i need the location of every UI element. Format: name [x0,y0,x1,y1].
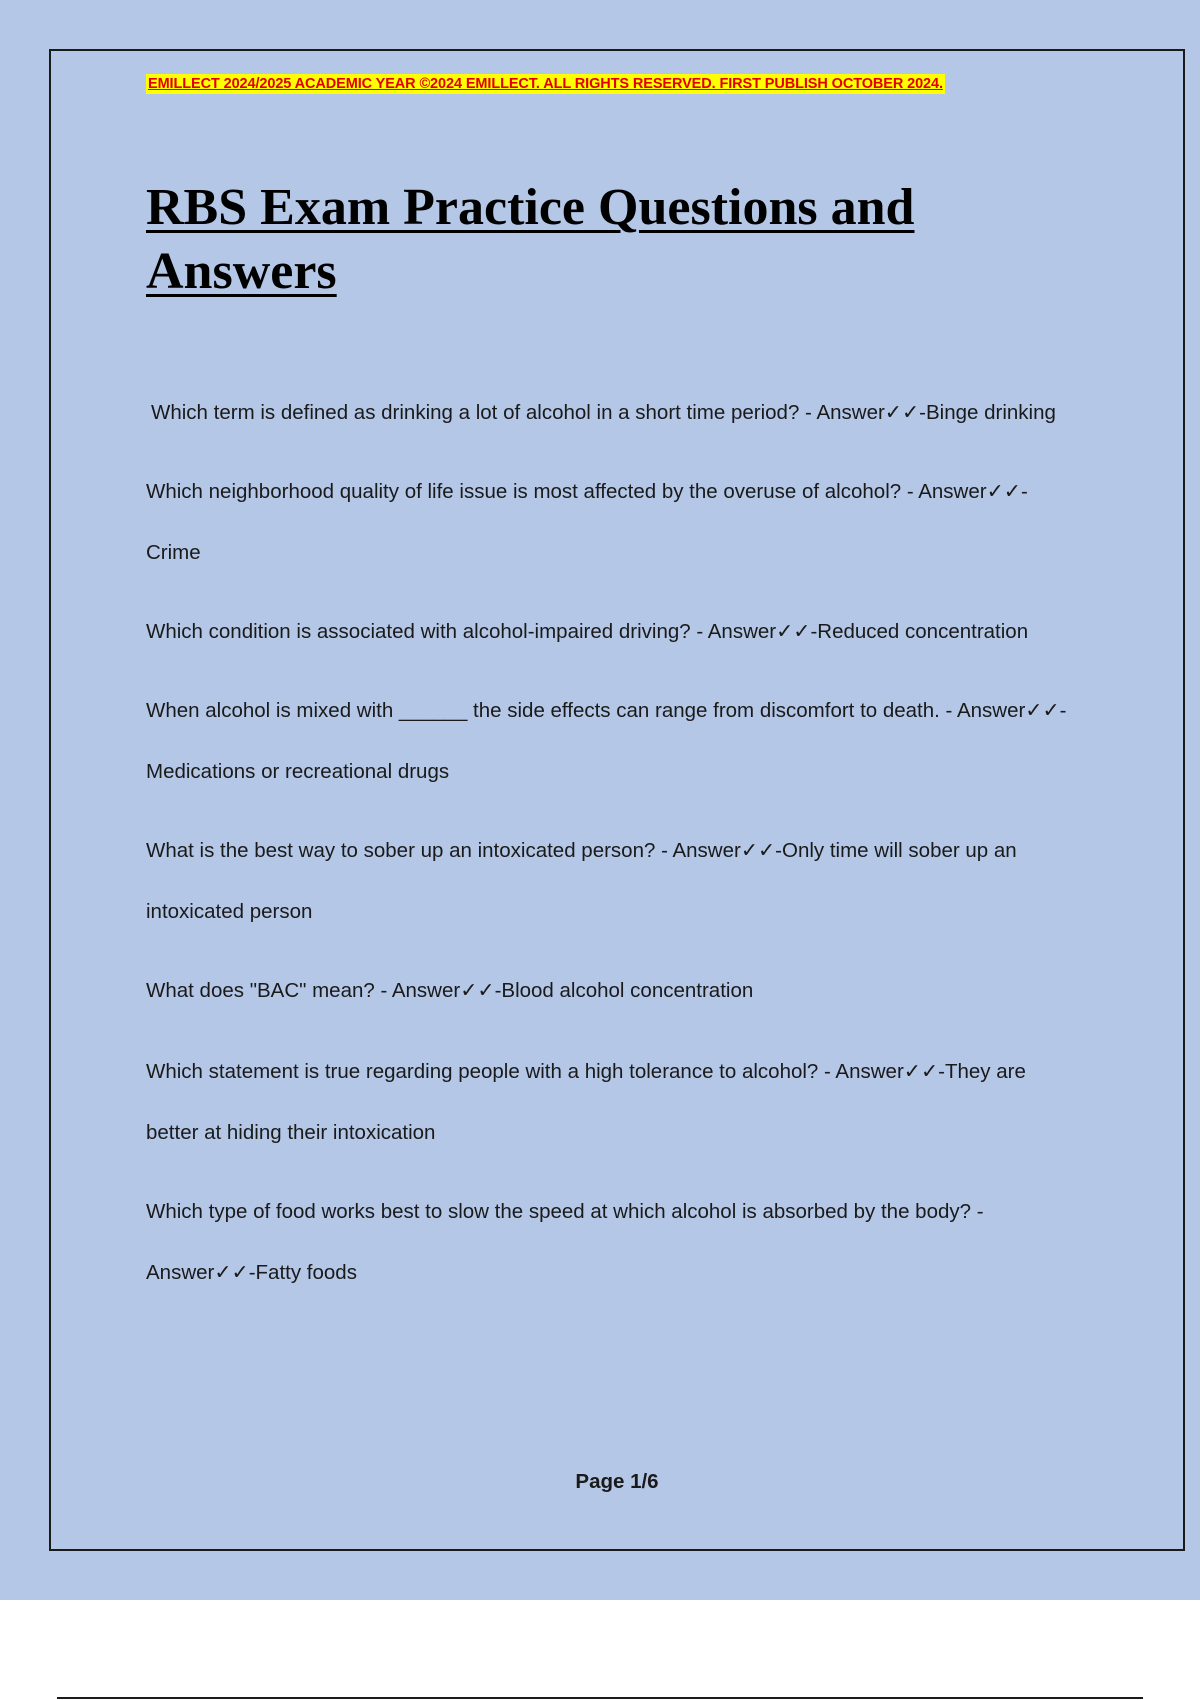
qa-item: Which term is defined as drinking a lot of alcohol in a short time period? - Answer✓✓-Binge drinking [151,401,1056,424]
qa-item: What does "BAC" mean? - Answer✓✓-Blood alcohol concentration [146,979,754,1002]
qa-item: What is the best way to sober up an intoxicated person? - Answer✓✓-Only time will sober up an intoxicated person [146,839,1017,923]
qa-item: When alcohol is mixed with ______ the side effects can range from discomfort to death. - Answer✓✓-Medications or recreational drugs [146,699,1067,783]
qa-item: Which type of food works best to slow the speed at which alcohol is absorbed by the body? - Answer✓✓-Fatty foods [146,1200,984,1284]
qa-item: Which neighborhood quality of life issue is most affected by the overuse of alcohol? - Answer✓✓-Crime [146,480,1028,564]
footer-divider [57,1697,1143,1699]
copyright-banner: EMILLECT 2024/2025 ACADEMIC YEAR ©2024 EMILLECT. ALL RIGHTS RESERVED. FIRST PUBLISH OCTOBER 2024. [148,76,943,92]
question-answer-list [146,382,1076,1321]
qa-item: Which condition is associated with alcohol-impaired driving? - Answer✓✓-Reduced concentration [146,620,1029,643]
page-number: Page 1/6 [575,1470,659,1493]
document-title: RBS Exam Practice Questions and Answers [146,179,915,300]
qa-item: Which statement is true regarding people with a high tolerance to alcohol? - Answer✓✓-They are better at hiding their intoxication [146,1060,1026,1144]
